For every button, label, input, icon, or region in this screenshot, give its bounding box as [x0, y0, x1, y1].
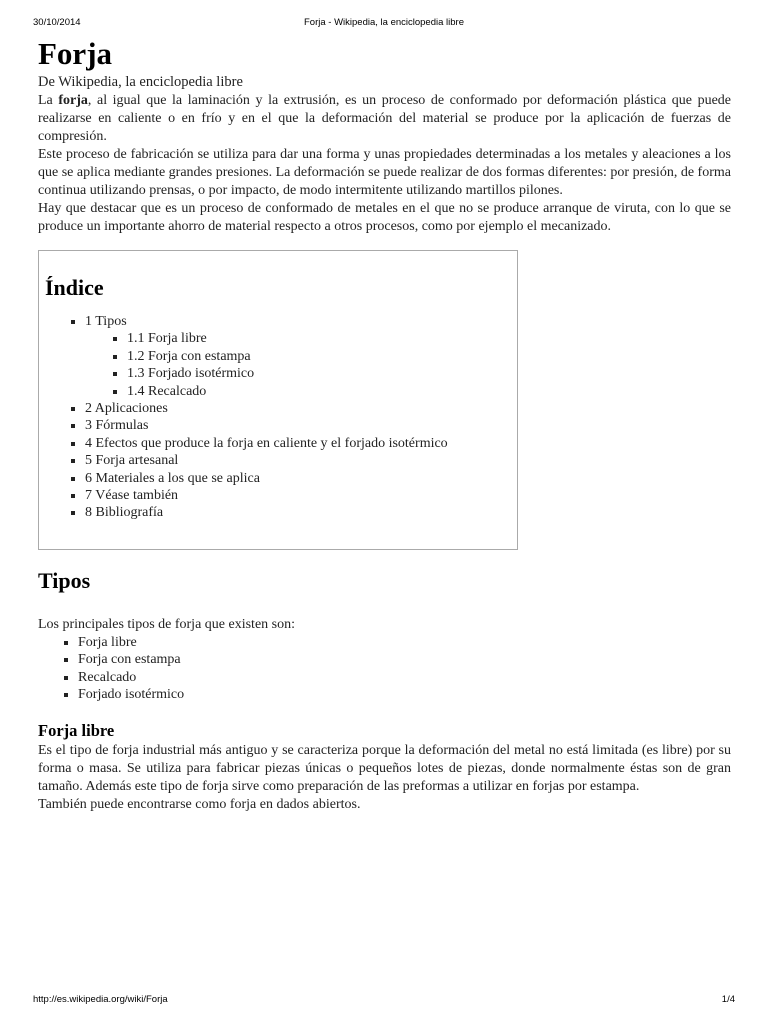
intro-paragraph-3: Hay que destacar que es un proceso de conformado de metales en el que no se produce arranque de viruta, con lo que se produce un importante ahorro de material respecto a otros procesos, como por ejemplo el mecanizado. [38, 201, 731, 234]
print-page-title: Forja - Wikipedia, la enciclopedia libre [304, 17, 464, 28]
tipos-list [38, 634, 731, 704]
toc-item-label[interactable]: 1 Tipos [85, 314, 127, 329]
toc-item-materiales[interactable]: ▪ 6 Materiales a los que se aplica [85, 470, 511, 487]
section-heading-forja-libre: Forja libre [38, 720, 115, 740]
toc-title: Índice [45, 275, 104, 300]
section-heading-tipos: Tipos [38, 568, 91, 593]
intro-p1-before: La [38, 93, 59, 108]
table-of-contents [38, 250, 518, 550]
list-item: ▪ Forjado isotérmico [78, 686, 731, 703]
page-title: Forja [38, 36, 113, 71]
toc-item-bibliografia[interactable]: ▪ 8 Bibliografía [85, 504, 511, 521]
toc-subitem-forja-con-estampa[interactable]: ▪ 1.2 Forja con estampa [127, 348, 511, 365]
print-date: 30/10/2014 [33, 17, 81, 28]
toc-item-efectos[interactable]: ▪ 4 Efectos que produce la forja en caliente y el forjado isotérmico [85, 435, 511, 452]
list-item: ▪ Forja libre [78, 634, 731, 651]
list-item: ▪ Recalcado [78, 669, 731, 686]
article-content [38, 36, 731, 814]
intro-p1-bold-term: forja [58, 93, 88, 108]
toc-subitem-forjado-isotermico[interactable]: ▪ 1.3 Forjado isotérmico [127, 365, 511, 382]
toc-item-tipos[interactable] [85, 313, 511, 400]
forja-libre-paragraph-2: También puede encontrarse como forja en dados abiertos. [38, 796, 361, 812]
toc-sublist [85, 330, 511, 400]
intro-paragraph-1 [38, 92, 731, 146]
toc-subitem-recalcado[interactable]: ▪ 1.4 Recalcado [127, 383, 511, 400]
list-item: ▪ Forja con estampa [78, 651, 731, 668]
forja-libre-paragraph-1: Es el tipo de forja industrial más antiguo y se caracteriza porque la deformación del metal no está limitada (es libre) por su forma o masa. Se utiliza para fabricar piezas únicas o pequeños lotes de piezas, donde normalmente éstas son de gran tamaño. Además este tipo de forja sirve como preparación de las preformas a utilizar en forjas por estampa. [38, 742, 731, 794]
page-subtitle: De Wikipedia, la enciclopedia libre [38, 74, 243, 90]
print-header [0, 17, 768, 31]
toc-item-aplicaciones[interactable]: ▪ 2 Aplicaciones [85, 400, 511, 417]
toc-item-vease-tambien[interactable]: ▪ 7 Véase también [85, 487, 511, 504]
print-url: http://es.wikipedia.org/wiki/Forja [33, 994, 168, 1005]
print-footer [0, 994, 768, 1008]
intro-paragraph-2: Este proceso de fabricación se utiliza para dar una forma y unas propiedades determinadas a los metales y aleaciones a los que se aplica mediante grandes presiones. La deformación se puede realizar de dos formas diferentes: por presión, de forma continua utilizando prensas, o por impacto, de modo intermitente utilizando martillos pilones. [38, 147, 731, 198]
intro-p1-after: , al igual que la laminación y la extrusión, es un proceso de conformado por deformación plástica que puede realizarse en caliente o en frío y en el que la deformación del material se produce por la aplicación de fuerzas de compresión. [38, 93, 732, 144]
tipos-intro: Los principales tipos de forja que existen son: [38, 617, 295, 632]
toc-subitem-forja-libre[interactable]: ▪ 1.1 Forja libre [127, 330, 511, 347]
print-page-number: 1/4 [721, 994, 735, 1005]
toc-item-forja-artesanal[interactable]: ▪ 5 Forja artesanal [85, 452, 511, 469]
toc-item-formulas[interactable]: ▪ 3 Fórmulas [85, 417, 511, 434]
toc-list [45, 313, 511, 522]
